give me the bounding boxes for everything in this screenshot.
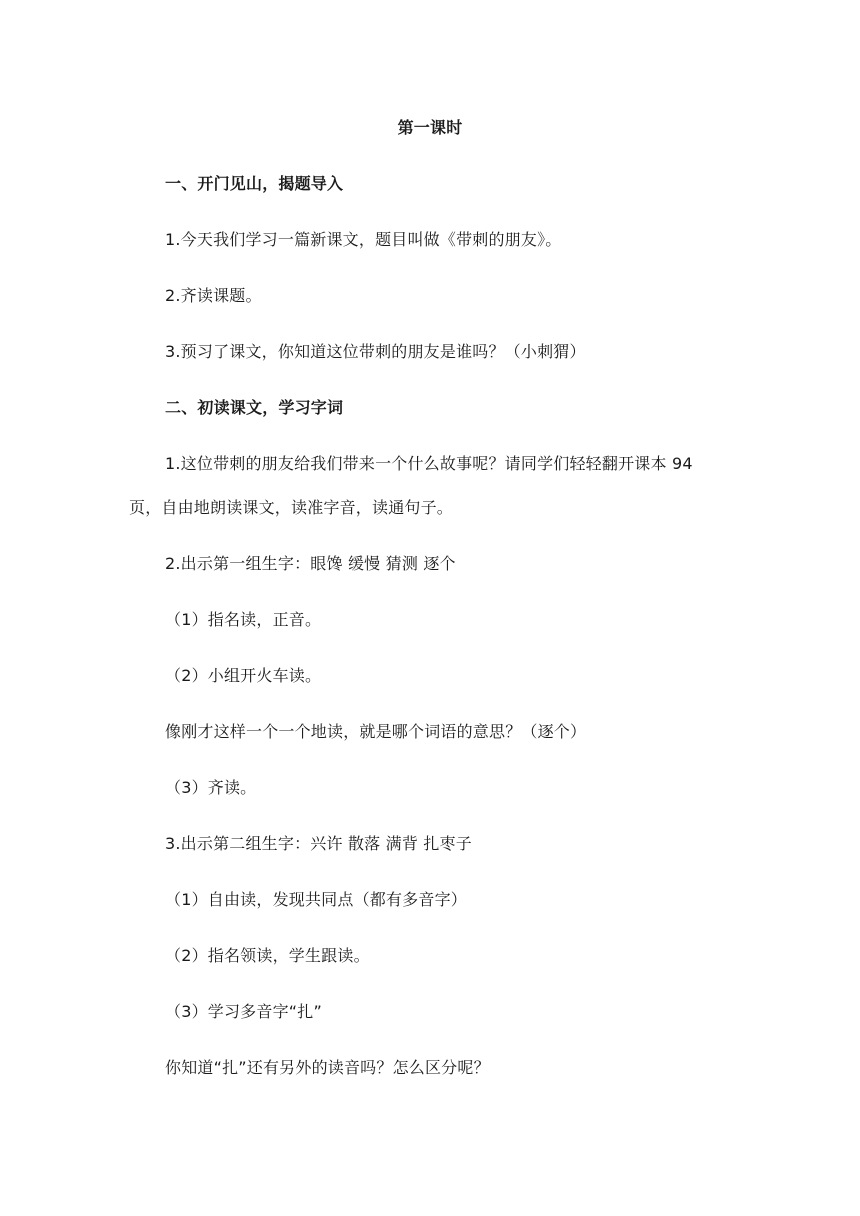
section-heading-2: 二、初读课文，学习字词 xyxy=(165,398,344,417)
paragraph-line: 1.今天我们学习一篇新课文，题目叫做《带刺的朋友》。 xyxy=(165,230,562,249)
paragraph-line: （2）指名领读，学生跟读。 xyxy=(165,946,370,965)
paragraph-line: （2）小组开火车读。 xyxy=(165,666,322,685)
paragraph-line: 你知道“扎”还有另外的读音吗？怎么区分呢？ xyxy=(165,1058,490,1077)
paragraph-line: 3.预习了课文，你知道这位带刺的朋友是谁吗？（小刺猬） xyxy=(165,342,586,361)
paragraph-line: （3）齐读。 xyxy=(165,778,257,797)
paragraph-line: （3）学习多音字“扎” xyxy=(165,1002,322,1021)
paragraph-line: 页，自由地朗读课文，读准字音，读通句子。 xyxy=(129,498,454,517)
paragraph-line: 2.齐读课题。 xyxy=(165,286,262,305)
paragraph-line: （1）指名读，正音。 xyxy=(165,610,322,629)
paragraph-line: 2.出示第一组生字：眼馋 缓慢 猜测 逐个 xyxy=(165,554,456,573)
paragraph-line: 像刚才这样一个一个地读，就是哪个词语的意思？（逐个） xyxy=(165,722,587,741)
paragraph-line: 1.这位带刺的朋友给我们带来一个什么故事呢？请同学们轻轻翻开课本 94 xyxy=(165,454,693,473)
paragraph-line: 3.出示第二组生字：兴许 散落 满背 扎枣子 xyxy=(165,834,472,853)
paragraph-line: （1）自由读，发现共同点（都有多音字） xyxy=(165,890,467,909)
section-heading-1: 一、开门见山，揭题导入 xyxy=(165,174,344,193)
page-title: 第一课时 xyxy=(397,118,463,137)
